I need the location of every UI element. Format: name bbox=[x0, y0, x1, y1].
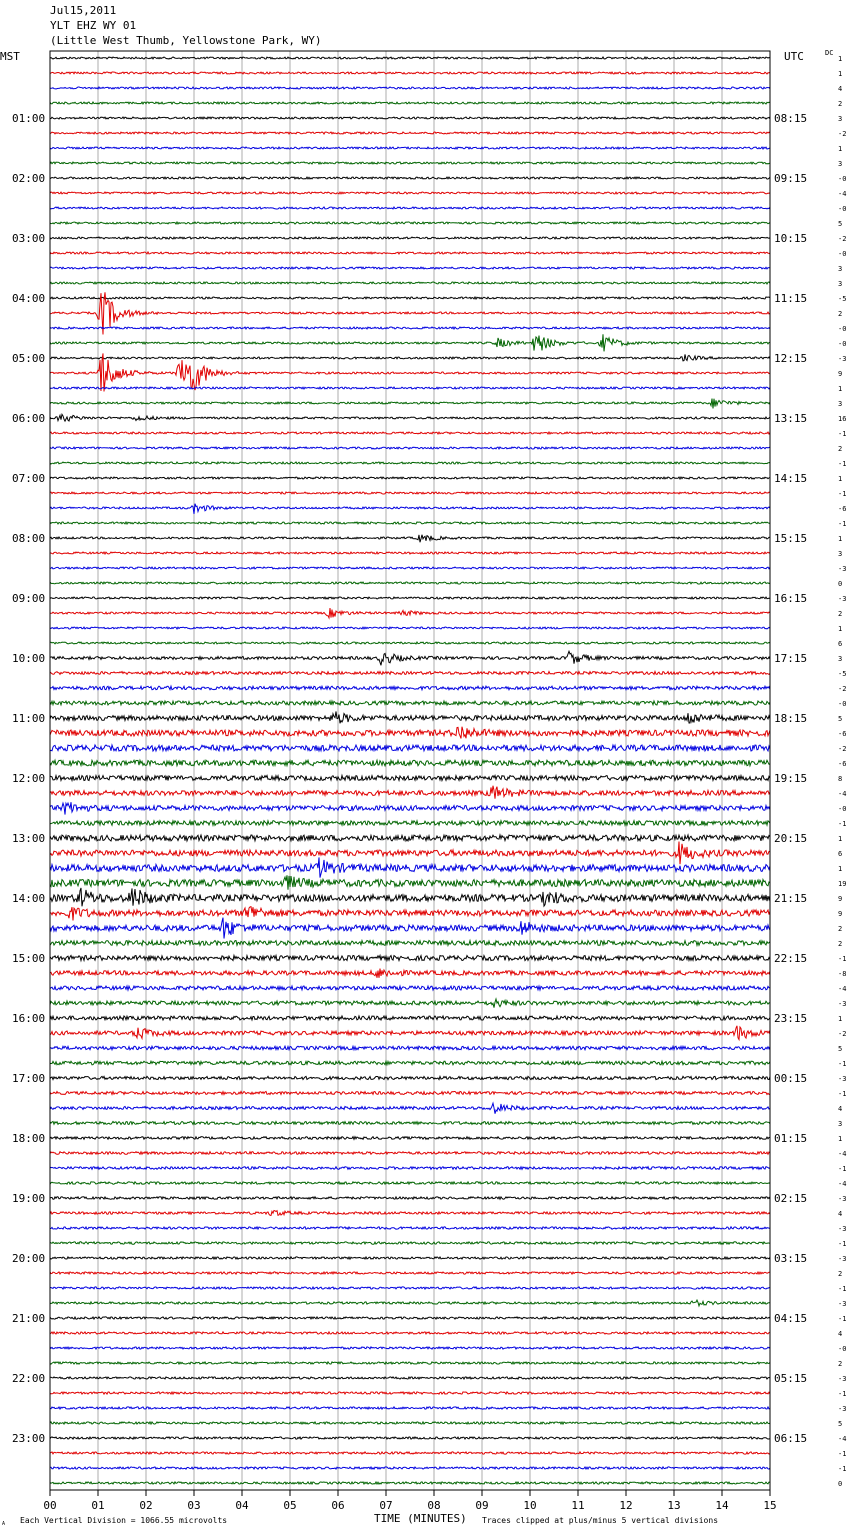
dc-offset-label: -1 bbox=[838, 955, 847, 963]
seismic-trace bbox=[50, 535, 770, 543]
seismic-trace bbox=[50, 582, 770, 584]
seismic-trace bbox=[50, 462, 770, 464]
dc-offset-label: 3 bbox=[838, 655, 843, 663]
seismic-trace bbox=[50, 802, 770, 814]
dc-offset-label: -1 bbox=[838, 820, 847, 828]
dc-offset-label: 5 bbox=[838, 1420, 843, 1428]
seismic-trace bbox=[50, 222, 770, 224]
dc-offset-label: -3 bbox=[838, 1405, 847, 1413]
seismic-trace bbox=[50, 1452, 770, 1454]
x-tick-label: 13 bbox=[667, 1499, 681, 1512]
seismic-trace bbox=[50, 252, 770, 254]
x-tick-label: 10 bbox=[523, 1499, 537, 1512]
seismic-trace bbox=[50, 147, 770, 149]
seismic-trace bbox=[50, 1137, 770, 1140]
dc-offset-label: -0 bbox=[838, 700, 847, 708]
x-tick-label: 06 bbox=[331, 1499, 345, 1512]
utc-hour-label: 19:15 bbox=[774, 772, 808, 785]
dc-offset-label: 9 bbox=[838, 895, 843, 903]
seismic-trace bbox=[50, 608, 770, 618]
dc-offset-label: 1 bbox=[838, 625, 843, 633]
x-tick-label: 12 bbox=[619, 1499, 633, 1512]
seismic-trace bbox=[50, 267, 770, 269]
seismic-trace bbox=[50, 986, 770, 990]
dc-offset-label: -6 bbox=[838, 730, 847, 738]
mst-hour-label: 23:00 bbox=[12, 1432, 46, 1445]
seismic-trace bbox=[50, 207, 770, 209]
dc-label: DC bbox=[825, 49, 834, 57]
dc-offset-label: -4 bbox=[838, 985, 847, 993]
x-axis-title: TIME (MINUTES) bbox=[374, 1512, 467, 1525]
seismic-trace bbox=[50, 672, 770, 675]
dc-offset-label: -5 bbox=[838, 670, 847, 678]
dc-offset-label: -6 bbox=[838, 760, 847, 768]
dc-offset-label: -1 bbox=[838, 1390, 847, 1398]
seismic-trace bbox=[50, 567, 770, 569]
seismic-trace bbox=[50, 1332, 770, 1334]
mst-hour-label: 15:00 bbox=[12, 952, 46, 965]
seismic-trace bbox=[50, 1046, 770, 1050]
dc-offset-label: -0 bbox=[838, 205, 847, 213]
mst-hour-label: 05:00 bbox=[12, 352, 46, 365]
seismic-trace bbox=[50, 432, 770, 434]
dc-offset-label: -1 bbox=[838, 490, 847, 498]
dc-offset-label: 16 bbox=[838, 415, 847, 423]
seismic-trace bbox=[50, 504, 770, 514]
seismic-trace bbox=[50, 956, 770, 961]
dc-offset-label: 3 bbox=[838, 550, 843, 558]
utc-axis-label: UTC bbox=[784, 50, 804, 63]
seismic-trace bbox=[50, 760, 770, 766]
mst-hour-label: 21:00 bbox=[12, 1312, 46, 1325]
x-tick-label: 01 bbox=[91, 1499, 105, 1512]
seismic-trace bbox=[50, 237, 770, 239]
seismic-trace bbox=[50, 907, 770, 921]
utc-hour-label: 05:15 bbox=[774, 1372, 808, 1385]
header-station: YLT EHZ WY 01 bbox=[50, 19, 137, 32]
dc-offset-label: 2 bbox=[838, 445, 843, 453]
dc-offset-label: 1 bbox=[838, 535, 843, 543]
seismic-trace bbox=[50, 1092, 770, 1095]
x-tick-label: 03 bbox=[187, 1499, 201, 1512]
mst-hour-label: 14:00 bbox=[12, 892, 46, 905]
dc-offset-label: -1 bbox=[838, 1060, 847, 1068]
dc-offset-label: -1 bbox=[838, 1285, 847, 1293]
seismic-trace bbox=[50, 821, 770, 826]
axis-labels bbox=[12, 55, 846, 1512]
utc-hour-label: 09:15 bbox=[774, 172, 808, 185]
utc-hour-label: 08:15 bbox=[774, 112, 808, 125]
dc-offset-label: -1 bbox=[838, 430, 847, 438]
dc-offset-label: -8 bbox=[838, 970, 847, 978]
dc-offset-label: -5 bbox=[838, 295, 847, 303]
seismic-trace bbox=[50, 1103, 770, 1114]
dc-offset-label: 4 bbox=[838, 1330, 843, 1338]
seismic-trace bbox=[50, 786, 770, 799]
dc-offset-label: 9 bbox=[838, 910, 843, 918]
dc-offset-label: 4 bbox=[838, 85, 843, 93]
seismic-trace bbox=[50, 1407, 770, 1409]
seismic-trace bbox=[50, 1257, 770, 1259]
dc-offset-label: 1 bbox=[838, 70, 843, 78]
seismic-trace bbox=[50, 132, 770, 134]
seismic-trace bbox=[50, 399, 770, 409]
dc-offset-label: 1 bbox=[838, 55, 843, 63]
seismic-trace bbox=[50, 918, 770, 939]
utc-hour-label: 17:15 bbox=[774, 652, 808, 665]
seismic-trace bbox=[50, 745, 770, 751]
seismic-trace bbox=[50, 192, 770, 194]
utc-hour-label: 12:15 bbox=[774, 352, 808, 365]
seismic-trace bbox=[50, 117, 770, 119]
dc-offset-label: 3 bbox=[838, 1120, 843, 1128]
x-tick-label: 09 bbox=[475, 1499, 489, 1512]
dc-offset-label: -3 bbox=[838, 1255, 847, 1263]
dc-offset-label: -1 bbox=[838, 1465, 847, 1473]
utc-hour-label: 15:15 bbox=[774, 532, 808, 545]
dc-offset-label: -2 bbox=[838, 685, 847, 693]
dc-offset-label: 3 bbox=[838, 265, 843, 273]
seismic-trace bbox=[50, 1437, 770, 1439]
dc-offset-label: 6 bbox=[838, 640, 843, 648]
dc-offset-label: 1 bbox=[838, 1015, 843, 1023]
seismic-trace bbox=[50, 999, 770, 1008]
seismic-trace bbox=[50, 492, 770, 494]
dc-offset-label: -2 bbox=[838, 1030, 847, 1038]
seismic-trace bbox=[50, 1182, 770, 1184]
dc-offset-label: 0 bbox=[838, 1480, 843, 1488]
mst-hour-label: 01:00 bbox=[12, 112, 46, 125]
dc-offset-label: 5 bbox=[838, 1045, 843, 1053]
mst-hour-label: 03:00 bbox=[12, 232, 46, 245]
dc-offset-label: -3 bbox=[838, 595, 847, 603]
dc-offset-label: -1 bbox=[838, 1315, 847, 1323]
seismic-trace bbox=[50, 776, 770, 781]
seismic-trace bbox=[50, 1152, 770, 1155]
mst-hour-label: 22:00 bbox=[12, 1372, 46, 1385]
seismic-trace bbox=[50, 387, 770, 389]
mst-hour-label: 13:00 bbox=[12, 832, 46, 845]
seismic-trace bbox=[50, 1422, 770, 1424]
utc-hour-label: 21:15 bbox=[774, 892, 808, 905]
seismic-trace bbox=[50, 686, 770, 690]
mst-hour-label: 19:00 bbox=[12, 1192, 46, 1205]
utc-hour-label: 16:15 bbox=[774, 592, 808, 605]
dc-offset-label: -1 bbox=[838, 460, 847, 468]
seismic-trace bbox=[50, 642, 770, 644]
seismic-trace bbox=[50, 327, 770, 329]
mst-axis-label: MST bbox=[0, 50, 20, 63]
header-location: (Little West Thumb, Yellowstone Park, WY) bbox=[50, 34, 322, 47]
dc-offset-label: 2 bbox=[838, 100, 843, 108]
seismic-trace bbox=[50, 177, 770, 179]
mst-hour-label: 09:00 bbox=[12, 592, 46, 605]
dc-offset-label: 3 bbox=[838, 115, 843, 123]
dc-offset-label: 4 bbox=[838, 1210, 843, 1218]
dc-offset-label: 2 bbox=[838, 925, 843, 933]
mst-hour-label: 17:00 bbox=[12, 1072, 46, 1085]
seismic-trace bbox=[50, 727, 770, 739]
seismic-trace bbox=[50, 1016, 770, 1020]
dc-offset-label: 3 bbox=[838, 160, 843, 168]
dc-offset-label: 1 bbox=[838, 835, 843, 843]
mst-hour-label: 11:00 bbox=[12, 712, 46, 725]
dc-offset-label: -0 bbox=[838, 1345, 847, 1353]
utc-hour-label: 01:15 bbox=[774, 1132, 808, 1145]
utc-hour-label: 13:15 bbox=[774, 412, 808, 425]
mst-hour-label: 10:00 bbox=[12, 652, 46, 665]
seismic-trace bbox=[50, 1197, 770, 1199]
seismic-trace bbox=[50, 842, 770, 865]
seismic-trace bbox=[50, 597, 770, 599]
seismic-trace bbox=[50, 477, 770, 479]
dc-offset-label: 2 bbox=[838, 610, 843, 618]
utc-hour-label: 22:15 bbox=[774, 952, 808, 965]
dc-offset-label: -3 bbox=[838, 1195, 847, 1203]
dc-offset-label: 1 bbox=[838, 865, 843, 873]
dc-offset-label: 1 bbox=[838, 385, 843, 393]
dc-offset-label: 1 bbox=[838, 145, 843, 153]
seismic-trace bbox=[50, 1392, 770, 1394]
seismic-trace bbox=[50, 447, 770, 449]
seismic-trace bbox=[50, 941, 770, 946]
seismic-trace bbox=[50, 1122, 770, 1125]
header-date: Jul15,2011 bbox=[50, 4, 117, 17]
seismic-trace bbox=[50, 701, 770, 705]
dc-offset-label: -1 bbox=[838, 1450, 847, 1458]
seismic-trace bbox=[50, 1287, 770, 1289]
seismic-trace bbox=[50, 57, 770, 59]
x-tick-label: 00 bbox=[43, 1499, 57, 1512]
seismic-trace bbox=[50, 1362, 770, 1364]
utc-hour-label: 00:15 bbox=[774, 1072, 808, 1085]
seismic-trace bbox=[50, 282, 770, 284]
x-tick-label: 11 bbox=[571, 1499, 585, 1512]
seismic-trace bbox=[50, 1272, 770, 1274]
seismic-trace bbox=[50, 1242, 770, 1244]
seismic-trace bbox=[50, 712, 770, 724]
seismic-traces bbox=[50, 57, 770, 1484]
dc-offset-label: 1 bbox=[838, 475, 843, 483]
utc-hour-label: 10:15 bbox=[774, 232, 808, 245]
seismic-trace bbox=[50, 1211, 770, 1216]
seismic-trace bbox=[50, 102, 770, 104]
clip-note: Traces clipped at plus/minus 5 vertical divisions bbox=[482, 1516, 719, 1525]
dc-offset-label: 8 bbox=[838, 775, 843, 783]
seismic-trace bbox=[50, 651, 770, 665]
dc-offset-label: -2 bbox=[838, 745, 847, 753]
mst-hour-label: 16:00 bbox=[12, 1012, 46, 1025]
seismic-trace bbox=[50, 334, 770, 351]
mst-hour-label: 08:00 bbox=[12, 532, 46, 545]
seismic-trace bbox=[50, 162, 770, 164]
dc-offset-label: 2 bbox=[838, 940, 843, 948]
utc-hour-label: 03:15 bbox=[774, 1252, 808, 1265]
dc-offset-label: -1 bbox=[838, 1165, 847, 1173]
corner-mark: A bbox=[2, 1521, 6, 1527]
seismic-trace bbox=[50, 354, 770, 361]
seismic-trace bbox=[50, 1347, 770, 1349]
x-tick-label: 04 bbox=[235, 1499, 249, 1512]
seismic-trace bbox=[50, 888, 770, 906]
x-tick-label: 02 bbox=[139, 1499, 153, 1512]
dc-offset-label: -4 bbox=[838, 790, 847, 798]
dc-offset-label: 3 bbox=[838, 280, 843, 288]
dc-offset-label: -2 bbox=[838, 130, 847, 138]
seismic-trace bbox=[50, 1377, 770, 1379]
mst-hour-label: 06:00 bbox=[12, 412, 46, 425]
seismic-trace bbox=[50, 552, 770, 554]
dc-offset-label: -3 bbox=[838, 1225, 847, 1233]
dc-offset-label: -1 bbox=[838, 520, 847, 528]
dc-offset-label: -6 bbox=[838, 505, 847, 513]
seismic-trace bbox=[50, 875, 770, 889]
dc-offset-label: -2 bbox=[838, 235, 847, 243]
mst-hour-label: 20:00 bbox=[12, 1252, 46, 1265]
dc-offset-label: -4 bbox=[838, 1180, 847, 1188]
dc-offset-label: -0 bbox=[838, 325, 847, 333]
seismic-trace bbox=[50, 969, 770, 978]
utc-hour-label: 18:15 bbox=[774, 712, 808, 725]
dc-offset-label: 19 bbox=[838, 880, 847, 888]
dc-offset-label: -0 bbox=[838, 805, 847, 813]
utc-hour-label: 23:15 bbox=[774, 1012, 808, 1025]
dc-offset-label: -3 bbox=[838, 565, 847, 573]
seismic-trace bbox=[50, 1300, 770, 1306]
dc-offset-label: 2 bbox=[838, 1360, 843, 1368]
mst-hour-label: 12:00 bbox=[12, 772, 46, 785]
dc-offset-label: 3 bbox=[838, 400, 843, 408]
scale-note: Each Vertical Division = 1066.55 microvolts bbox=[20, 1516, 228, 1525]
seismic-trace bbox=[50, 297, 770, 299]
utc-hour-label: 04:15 bbox=[774, 1312, 808, 1325]
mst-hour-label: 18:00 bbox=[12, 1132, 46, 1145]
dc-offset-label: -3 bbox=[838, 355, 847, 363]
dc-offset-label: -4 bbox=[838, 190, 847, 198]
seismic-trace bbox=[50, 414, 770, 421]
dc-offset-label: 2 bbox=[838, 310, 843, 318]
utc-hour-label: 11:15 bbox=[774, 292, 808, 305]
x-tick-label: 14 bbox=[715, 1499, 729, 1512]
x-tick-label: 05 bbox=[283, 1499, 297, 1512]
seismic-trace bbox=[50, 857, 770, 877]
utc-hour-label: 20:15 bbox=[774, 832, 808, 845]
seismic-trace bbox=[50, 627, 770, 629]
dc-offset-label: -3 bbox=[838, 1300, 847, 1308]
seismic-trace bbox=[50, 1026, 770, 1040]
seismic-trace bbox=[50, 1482, 770, 1484]
seismic-trace bbox=[50, 1467, 770, 1469]
dc-offset-label: 6 bbox=[838, 850, 843, 858]
dc-offset-label: 5 bbox=[838, 220, 843, 228]
dc-offset-label: -0 bbox=[838, 175, 847, 183]
seismic-trace bbox=[50, 1167, 770, 1170]
seismic-trace bbox=[50, 72, 770, 74]
dc-offset-label: 5 bbox=[838, 715, 843, 723]
utc-hour-label: 06:15 bbox=[774, 1432, 808, 1445]
dc-offset-label: -3 bbox=[838, 1075, 847, 1083]
mst-hour-label: 02:00 bbox=[12, 172, 46, 185]
seismic-trace bbox=[50, 835, 770, 841]
dc-offset-label: -3 bbox=[838, 1000, 847, 1008]
seismic-trace bbox=[50, 1076, 770, 1079]
seismic-trace bbox=[50, 1227, 770, 1229]
dc-offset-label: 2 bbox=[838, 1270, 843, 1278]
dc-offset-label: -1 bbox=[838, 1090, 847, 1098]
dc-offset-label: 9 bbox=[838, 370, 843, 378]
utc-hour-label: 02:15 bbox=[774, 1192, 808, 1205]
dc-offset-label: -3 bbox=[838, 1375, 847, 1383]
seismic-trace bbox=[50, 87, 770, 89]
dc-offset-label: -4 bbox=[838, 1435, 847, 1443]
dc-offset-label: -0 bbox=[838, 250, 847, 258]
dc-offset-label: -4 bbox=[838, 1150, 847, 1158]
x-tick-label: 08 bbox=[427, 1499, 441, 1512]
mst-hour-label: 07:00 bbox=[12, 472, 46, 485]
dc-offset-label: -0 bbox=[838, 340, 847, 348]
x-tick-label: 15 bbox=[763, 1499, 777, 1512]
mst-hour-label: 04:00 bbox=[12, 292, 46, 305]
dc-offset-label: 4 bbox=[838, 1105, 843, 1113]
seismic-trace bbox=[50, 522, 770, 524]
seismic-trace bbox=[50, 353, 770, 391]
dc-offset-label: -1 bbox=[838, 1240, 847, 1248]
dc-offset-label: 0 bbox=[838, 580, 843, 588]
seismic-trace bbox=[50, 1061, 770, 1065]
seismic-trace bbox=[50, 1317, 770, 1319]
utc-hour-label: 14:15 bbox=[774, 472, 808, 485]
dc-offset-label: 1 bbox=[838, 1135, 843, 1143]
x-tick-label: 07 bbox=[379, 1499, 393, 1512]
